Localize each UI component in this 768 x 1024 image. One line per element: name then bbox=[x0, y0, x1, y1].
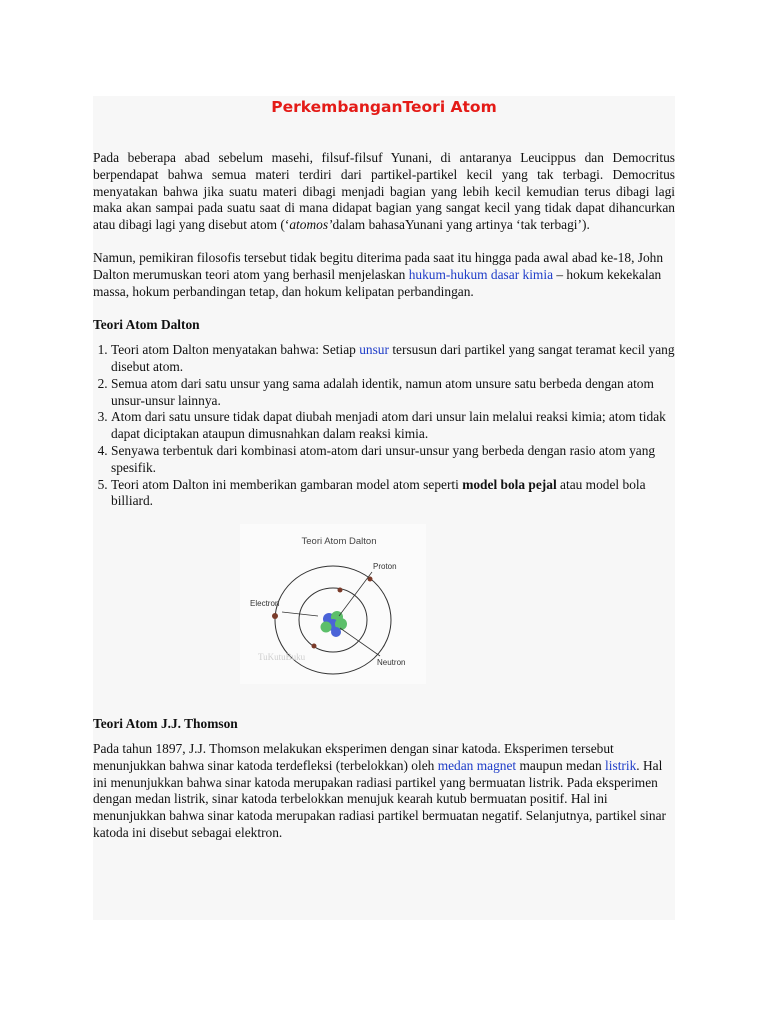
thomson-paragraph bbox=[93, 741, 675, 842]
electron-dot bbox=[312, 644, 317, 649]
dalton-list bbox=[93, 342, 675, 510]
neutron-pointer bbox=[340, 628, 380, 656]
list-item-text: Teori atom Dalton menyatakan bahwa: Setiap bbox=[111, 342, 360, 358]
intro-tail: dalam bahasaYunani yang artinya ‘tak terbagi’). bbox=[332, 217, 590, 233]
medan-magnet-link[interactable]: medan magnet bbox=[437, 757, 517, 773]
proton-pointer bbox=[339, 572, 372, 616]
document-content bbox=[93, 96, 675, 842]
figure-container bbox=[93, 510, 675, 716]
thomson-text: . Hal ini menunjukkan bahwa sinar katoda merupakan radiasi partikel yang bermuatan listrik. Pada eksperimen dengan medan listrik, sinar katoda terbelokkan menujuk kearah kutub bermuatan positif. Hal ini menunjukkan bahwa sinar katoda merupakan radiasi partikel bermuatan negatif. Selanjutnya, partikel sinar katoda ini disebut sebagai elektron. bbox=[93, 757, 666, 840]
list-item bbox=[111, 477, 675, 511]
figure-caption: Teori Atom Dalton bbox=[301, 536, 377, 548]
list-item: 2. Semua atom dari satu unsur yang sama adalah identik, namun atom unsure satu berbeda dengan atom unsur-unsur lainnya. bbox=[111, 376, 675, 410]
model-bola-pejal-term: model bola pejal bbox=[462, 476, 557, 492]
electron-dot bbox=[272, 613, 278, 619]
neutron-ball bbox=[321, 622, 332, 633]
list-item: 4. Senyawa terbentuk dari kombinasi atom-atom dari unsur-unsur yang berbeda dengan rasio atom yang spesifik. bbox=[111, 443, 675, 477]
electron-label: Electron bbox=[250, 599, 280, 609]
thomson-text: maupun medan bbox=[516, 757, 606, 773]
watermark-text: TuKutuBuku bbox=[258, 652, 306, 663]
list-item bbox=[111, 342, 675, 376]
list-item-text: Teori atom Dalton ini memberikan gambaran model atom seperti bbox=[111, 476, 463, 492]
thomson-heading: Teori Atom J.J. Thomson bbox=[93, 716, 238, 732]
electron-dot bbox=[338, 588, 343, 593]
list-item-text: atau model bola billiard. bbox=[111, 476, 646, 509]
nucleus bbox=[321, 611, 348, 637]
page-title: PerkembanganTeori Atom bbox=[271, 98, 497, 116]
dalton-intro-tail: – hokum kekekalan massa, hokum perbandingan tetap, dan hokum kelipatan perbandingan. bbox=[93, 266, 662, 299]
intro-italic-term: atomos’ bbox=[289, 217, 333, 233]
neutron-label: Neutron bbox=[377, 658, 406, 668]
atom-diagram bbox=[240, 524, 426, 684]
hukum-dasar-kimia-link[interactable]: hukum-hukum dasar kimia bbox=[408, 266, 554, 282]
unsur-link[interactable]: unsur bbox=[359, 342, 389, 358]
list-item: 3. Atom dari satu unsure tidak dapat diubah menjadi atom dari unsur lain melalui reaksi kimia; atom tidak dapat diciptakan ataupun dimusnahkan dalam reaksi kimia. bbox=[111, 409, 675, 443]
dalton-atom-figure bbox=[240, 524, 426, 684]
listrik-link[interactable]: listrik bbox=[605, 757, 637, 773]
list-item-text: tersusun dari partikel yang sangat teramat kecil yang disebut atom. bbox=[111, 342, 675, 374]
intro-text: Pada beberapa abad sebelum masehi, filsuf-filsuf Yunani, di antaranya Leucippus dan Democritus berpendapat bahwa semua materi terdiri dari partikel-partikel kecil yang tak terbagi. Democritus menyatakan bahwa jika suatu materi dibagi menjadi bagian yang lebih kecil kemudian terus dibagi lagi maka akan sampai pada suatu saat di mana didapat bagian yang sangat kecil yang tidak dapat dihancurkan atau dibagi lagi yang disebut atom (‘ bbox=[93, 150, 675, 233]
proton-label: Proton bbox=[373, 562, 397, 572]
proton-ball bbox=[331, 627, 341, 637]
thomson-text: Pada tahun 1897, J.J. Thomson melakukan eksperimen dengan sinar katoda. Eksperimen tersebut menunjukkan bahwa sinar katoda terdefleksi (terbelokkan) oleh bbox=[93, 740, 614, 773]
dalton-intro-text: Namun, pemikiran filosofis tersebut tidak begitu diterima pada saat itu hingga pada awal abad ke-18, John Dalton merumuskan teori atom yang berhasil menjelaskan bbox=[93, 249, 664, 282]
dalton-heading: Teori Atom Dalton bbox=[93, 317, 200, 333]
intro-paragraph bbox=[93, 150, 675, 234]
dalton-intro-paragraph bbox=[93, 250, 675, 300]
